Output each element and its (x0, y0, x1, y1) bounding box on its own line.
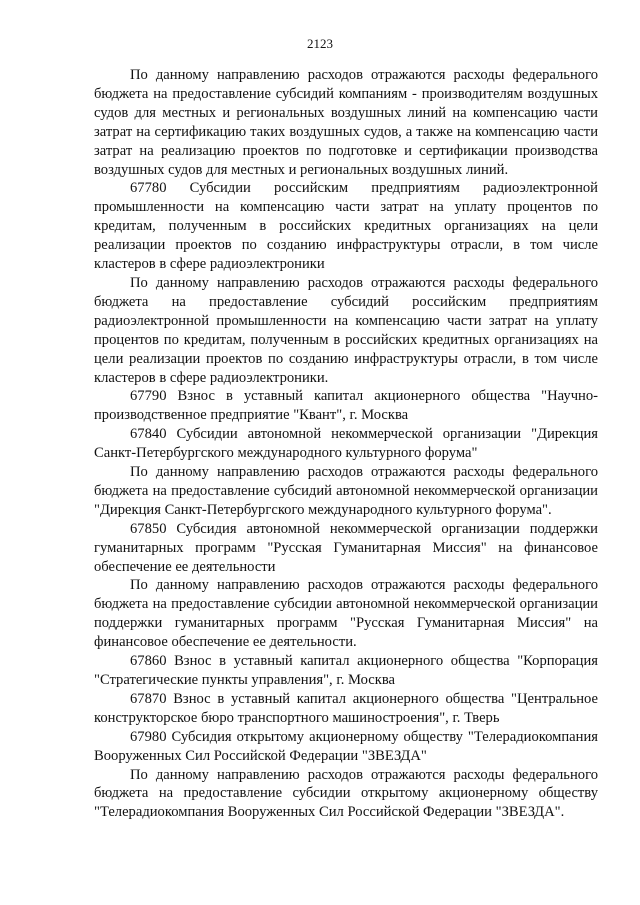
paragraph: 67790 Взнос в уставный капитал акционерного общества "Научно-производственное предприятие "Квант", г. Москва (94, 388, 598, 424)
paragraph: 67850 Субсидия автономной некоммерческой организации поддержки гуманитарных программ "Русская Гуманитарная Миссия" на финансовое обеспечение ее деятельности (94, 520, 598, 575)
paragraph: По данному направлению расходов отражаются расходы федерального бюджета на предоставление субсидии открытому акционерному обществу "Телерадиокомпания Вооруженных Сил Российской Федерации "ЗВЕЗДА". (94, 766, 598, 821)
paragraph: По данному направлению расходов отражаются расходы федерального бюджета на предоставление субсидий российским предприятиям радиоэлектронной промышленности на компенсацию части затрат на уплату процентов по кредитам, полученным в российских кредитных организациях на цели реализации проектов по созданию инфраструктуры отрасли, в том числе кластеров в сфере радиоэлектроники. (94, 274, 598, 386)
paragraph: 67860 Взнос в уставный капитал акционерного общества "Корпорация "Стратегические пункты управления", г. Москва (94, 653, 598, 688)
paragraph: 67870 Взнос в уставный капитал акционерного общества "Центральное конструкторское бюро транспортного машиностроения", г. Тверь (94, 690, 598, 726)
paragraph: 67840 Субсидии автономной некоммерческой организации "Дирекция Санкт-Петербургского международного культурного форума" (94, 426, 598, 462)
paragraph: По данному направлению расходов отражаются расходы федерального бюджета на предоставление субсидий компаниям - производителям воздушных судов для местных и региональных воздушных линий на компенсацию части затрат на сертификацию таких воздушных судов, а также на компенсацию части затрат на реализацию проектов по подготовке и сертификации производства воздушных судов для местных и региональных воздушных линий. (94, 67, 598, 178)
document-body (94, 66, 598, 822)
page-number: 2123 (307, 36, 333, 51)
paragraph: По данному направлению расходов отражаются расходы федерального бюджета на предоставление субсидии автономной некоммерческой организации поддержки гуманитарных программ "Русская Гуманитарная Миссия" на финансовое обеспечение ее деятельности. (94, 577, 598, 651)
paragraph: По данному направлению расходов отражаются расходы федерального бюджета на предоставление субсидий автономной некоммерческой организации "Дирекция Санкт-Петербургского международного культурного форума". (94, 464, 598, 518)
paragraph: 67980 Субсидия открытому акционерному обществу "Телерадиокомпания Вооруженных Сил Российской Федерации "ЗВЕЗДА" (94, 728, 598, 764)
paragraph: 67780 Субсидии российским предприятиям радиоэлектронной промышленности на компенсацию части затрат на уплату процентов по кредитам, полученным в российских кредитных организациях на цели реализации проектов по созданию инфраструктуры отрасли, в том числе кластеров в сфере радиоэлектроники (94, 180, 598, 273)
